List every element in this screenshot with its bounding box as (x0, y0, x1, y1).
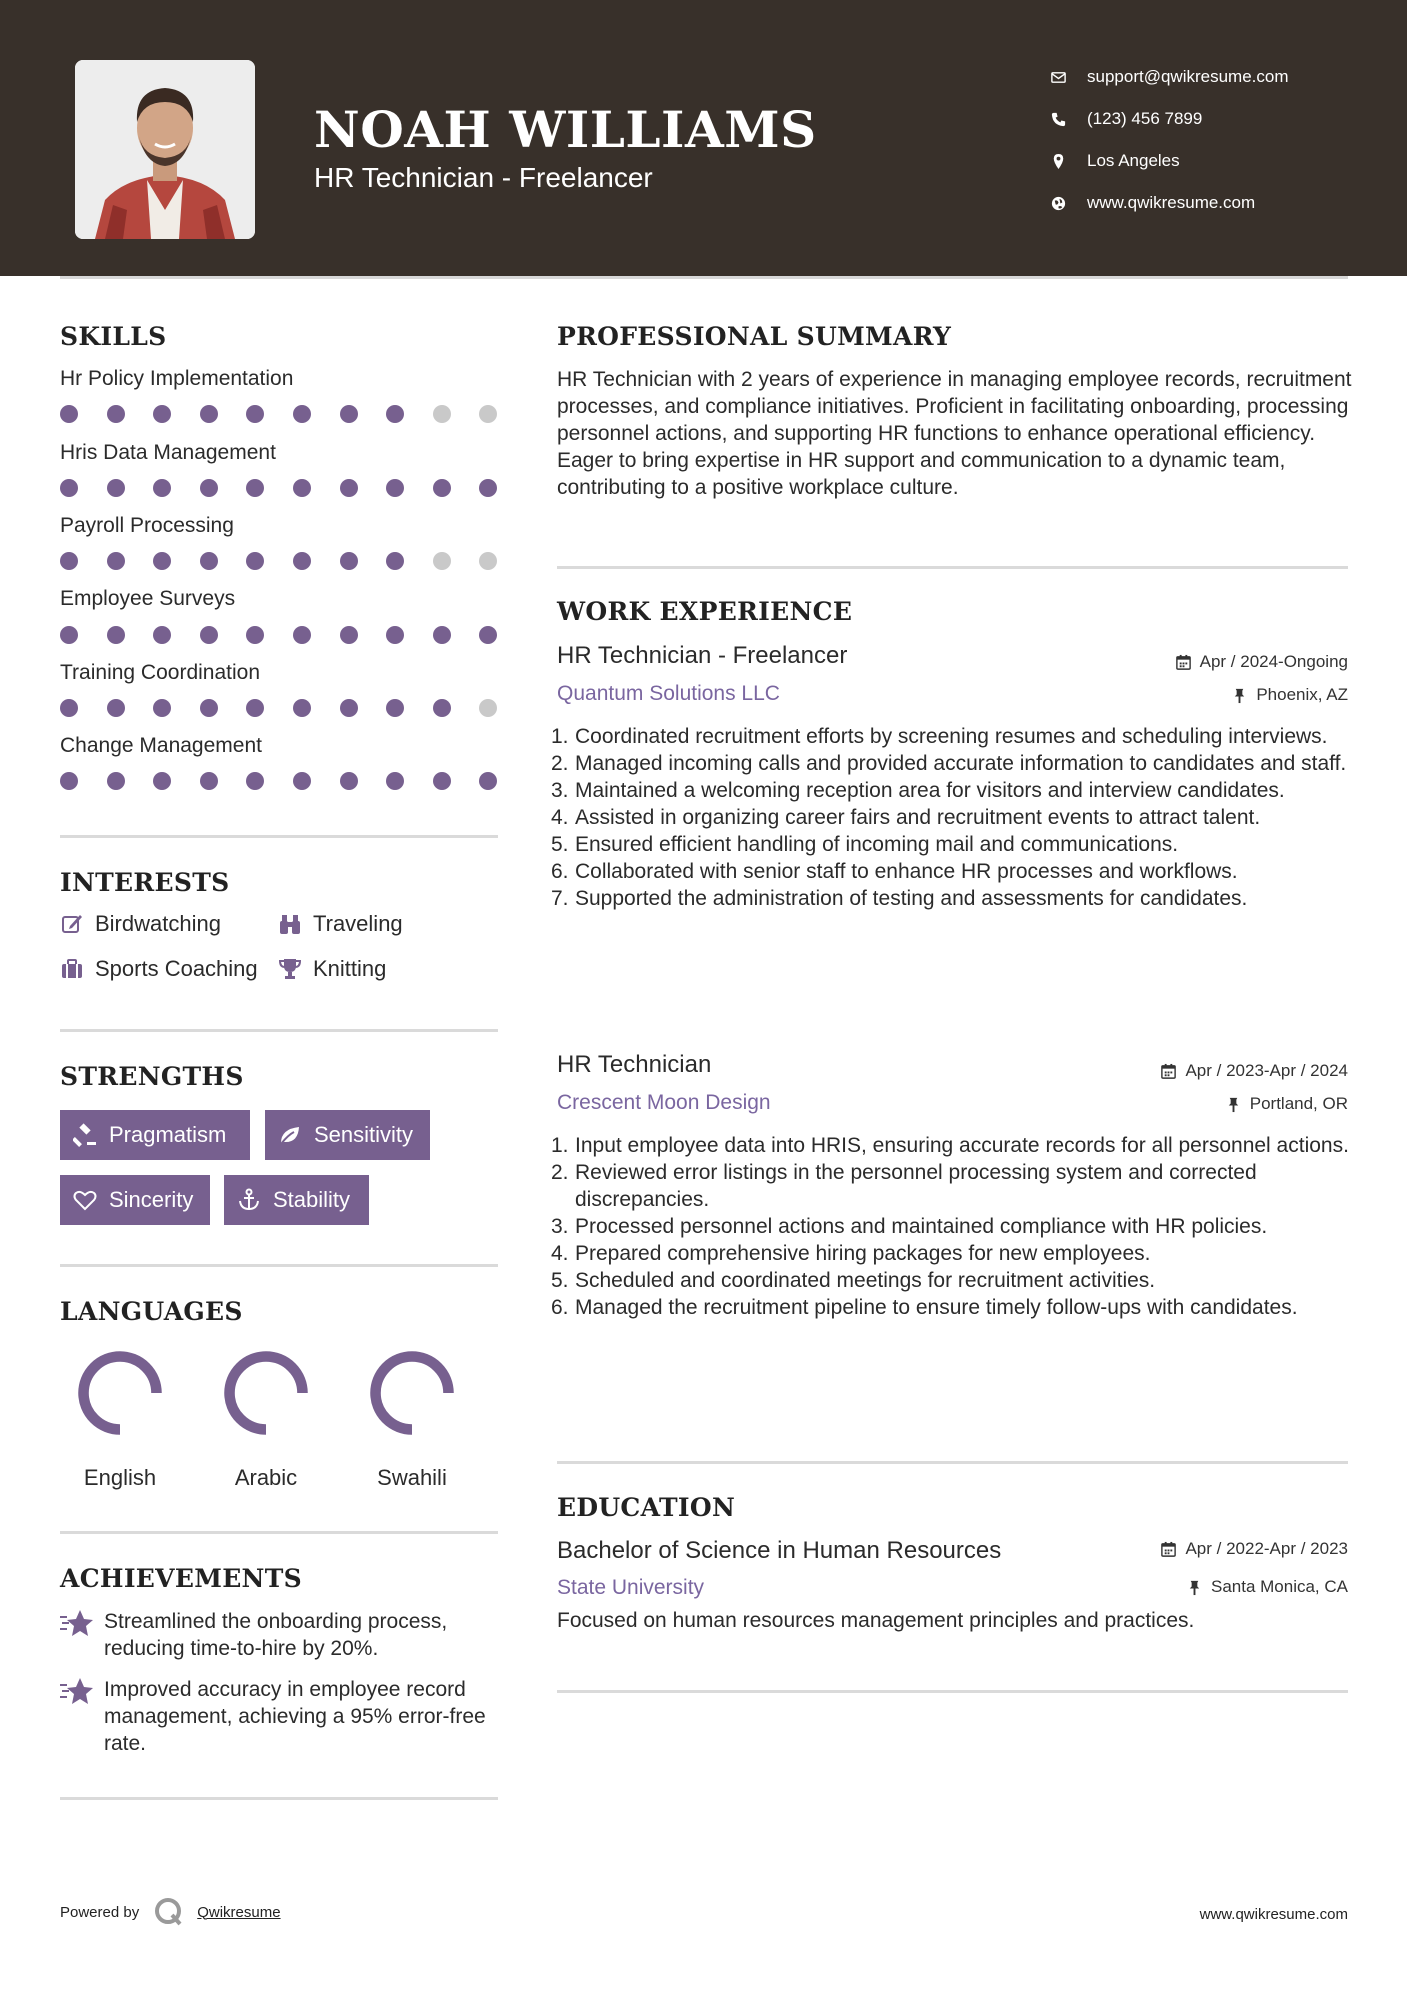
skill-dot-filled (479, 626, 497, 644)
suitcase-icon (60, 957, 84, 981)
skill-dot-filled (107, 699, 125, 717)
skill-dot-filled (200, 772, 218, 790)
qwikresume-logo-icon (153, 1896, 185, 1928)
responsibility-text: Coordinated recruitment efforts by screening resumes and scheduling interviews. (575, 725, 1328, 748)
job-location (1225, 1094, 1348, 1114)
contact-info (1050, 56, 1289, 224)
skill-dot-empty (433, 405, 451, 423)
education-location-text: Santa Monica, CA (1210, 1577, 1348, 1596)
skill-dot-filled (200, 699, 218, 717)
skill-dot-filled (246, 405, 264, 423)
list-number: 3. (551, 1215, 569, 1238)
footer-website[interactable]: www.qwikresume.com (1199, 1906, 1348, 1923)
pushpin-icon (1186, 1579, 1203, 1596)
skill-rating (60, 772, 498, 790)
job-dates (1160, 1061, 1348, 1081)
interest-item (60, 911, 221, 937)
skill-dot-filled (479, 772, 497, 790)
language-item (347, 1345, 477, 1491)
calendar-icon (1175, 654, 1192, 671)
job-title: HR Technician (557, 1051, 712, 1078)
language-ring (72, 1345, 168, 1441)
interest-label: Sports Coaching (95, 956, 258, 981)
skill-label: Change Management (60, 734, 262, 757)
responsibility-item (551, 804, 1357, 831)
contact-phone[interactable] (1050, 98, 1289, 140)
skill-dot-filled (60, 772, 78, 790)
skill-dot-filled (60, 405, 78, 423)
skill-dot-filled (60, 479, 78, 497)
interest-item (278, 956, 386, 982)
map-pin-icon (1050, 153, 1067, 170)
responsibility-text: Managed incoming calls and provided accurate information to candidates and staff. (575, 752, 1347, 775)
responsibility-text: Prepared comprehensive hiring packages for new employees. (575, 1242, 1151, 1265)
responsibility-text: Input employee data into HRIS, ensuring accurate records for all personnel actions. (575, 1134, 1349, 1157)
responsibility-text: Maintained a welcoming reception area for visitors and interview candidates. (575, 779, 1285, 802)
responsibility-item (551, 1132, 1357, 1159)
skill-dot-filled (433, 626, 451, 644)
section-divider (557, 566, 1348, 569)
achievements-heading: ACHIEVEMENTS (60, 1564, 302, 1593)
skill-dot-filled (107, 772, 125, 790)
responsibility-text: Managed the recruitment pipeline to ensure timely follow-ups with candidates. (575, 1296, 1298, 1319)
skill-label: Hris Data Management (60, 441, 276, 464)
skill-dot-filled (200, 405, 218, 423)
interest-label: Traveling (313, 911, 403, 936)
skill-dot-filled (340, 552, 358, 570)
strength-label: Pragmatism (109, 1122, 227, 1147)
skill-rating (60, 626, 498, 644)
language-label: Arabic (234, 1465, 298, 1490)
skill-label: Employee Surveys (60, 587, 236, 610)
contact-location (1050, 140, 1289, 182)
responsibility-text: Assisted in organizing career fairs and recruitment events to attract talent. (575, 806, 1261, 829)
strength-label: Sincerity (109, 1187, 194, 1212)
skill-dot-filled (153, 405, 171, 423)
job-location (1231, 685, 1348, 705)
strength-badge (60, 1175, 210, 1225)
skill-label: Hr Policy Implementation (60, 367, 294, 390)
phone-text: (123) 456 7899 (1087, 109, 1203, 128)
skill-dot-empty (479, 405, 497, 423)
skill-dot-filled (246, 552, 264, 570)
job-location-text: Portland, OR (1249, 1094, 1348, 1113)
profile-photo (75, 60, 255, 239)
skill-dot-filled (153, 626, 171, 644)
skill-dot-filled (386, 479, 404, 497)
skill-dot-filled (200, 626, 218, 644)
language-label: English (83, 1465, 157, 1490)
list-number: 2. (551, 752, 569, 775)
footer-powered-by (60, 1896, 281, 1928)
list-number: 2. (551, 1161, 569, 1184)
responsibility-item (551, 1159, 1357, 1213)
phone-icon (1050, 111, 1067, 128)
language-ring-arc (376, 1357, 449, 1430)
skill-dot-filled (433, 699, 451, 717)
skill-dot-filled (153, 699, 171, 717)
responsibility-item (551, 723, 1357, 750)
trophy-icon (278, 957, 302, 981)
calendar-icon (1160, 1063, 1177, 1080)
skill-dot-filled (386, 772, 404, 790)
skill-dot-filled (246, 626, 264, 644)
skill-dot-filled (246, 479, 264, 497)
skill-dot-filled (340, 699, 358, 717)
skill-dot-filled (153, 772, 171, 790)
skill-dot-filled (340, 405, 358, 423)
education-location (1186, 1577, 1348, 1597)
email-text: support@qwikresume.com (1087, 67, 1289, 86)
list-number: 4. (551, 1242, 569, 1265)
skill-dot-empty (479, 699, 497, 717)
anchor-icon (237, 1188, 261, 1212)
header-underline (60, 276, 1348, 279)
achievement-text: Improved accuracy in employee record management, achieving a 95% error-free rate. (104, 1678, 486, 1755)
skill-dot-filled (60, 552, 78, 570)
qwikresume-link[interactable]: Qwikresume (197, 1903, 281, 1921)
job-responsibilities (551, 723, 1357, 912)
school-name: State University (557, 1576, 705, 1599)
education-dates (1160, 1539, 1348, 1559)
interest-label: Birdwatching (95, 911, 221, 936)
skill-dot-filled (433, 772, 451, 790)
language-ring-arc (230, 1357, 303, 1430)
achievement-item (60, 1676, 504, 1757)
job-dates (1175, 652, 1348, 672)
powered-by-text: Powered by (60, 1903, 140, 1921)
skill-dot-filled (107, 405, 125, 423)
skill-dot-filled (340, 479, 358, 497)
edit-icon (60, 912, 84, 936)
skill-dot-filled (293, 772, 311, 790)
contact-website[interactable] (1050, 182, 1289, 224)
language-label: Swahili (377, 1465, 447, 1490)
responsibility-text: Scheduled and coordinated meetings for recruitment activities. (575, 1269, 1156, 1292)
job-dates-text: Apr / 2023-Apr / 2024 (1185, 1061, 1348, 1080)
website-text: www.qwikresume.com (1087, 193, 1256, 212)
list-number: 1. (551, 1134, 569, 1157)
star-icon (60, 1676, 94, 1706)
skill-dot-filled (200, 479, 218, 497)
skills-heading: SKILLS (60, 322, 167, 351)
job-location-text: Phoenix, AZ (1256, 685, 1348, 704)
skill-dot-filled (433, 479, 451, 497)
list-number: 5. (551, 833, 569, 856)
strength-label: Sensitivity (314, 1122, 414, 1147)
calendar-icon (1160, 1541, 1177, 1558)
skill-dot-empty (479, 552, 497, 570)
responsibility-item (551, 1240, 1357, 1267)
section-divider (60, 1531, 498, 1534)
contact-email[interactable] (1050, 56, 1289, 98)
experience-heading: WORK EXPERIENCE (557, 597, 853, 626)
skill-dot-filled (153, 552, 171, 570)
achievement-item (60, 1608, 504, 1662)
list-number: 3. (551, 779, 569, 802)
responsibility-text: Reviewed error listings in the personnel processing system and corrected discrepancies. (575, 1161, 1257, 1211)
interest-label: Knitting (313, 956, 387, 981)
candidate-name: NOAH WILLIAMS (314, 100, 817, 159)
skill-dot-filled (107, 479, 125, 497)
skill-dot-filled (293, 479, 311, 497)
pushpin-icon (1231, 687, 1248, 704)
responsibility-item (551, 831, 1357, 858)
skill-label: Training Coordination (60, 661, 261, 684)
strengths-heading: STRENGTHS (60, 1062, 244, 1091)
skill-rating (60, 405, 498, 423)
skill-dot-filled (340, 626, 358, 644)
section-divider (60, 1264, 498, 1267)
interests-heading: INTERESTS (60, 868, 230, 897)
responsibility-item (551, 885, 1357, 912)
skill-dot-filled (107, 552, 125, 570)
skill-dot-filled (386, 626, 404, 644)
language-ring-arc (84, 1357, 157, 1430)
binoculars-icon (278, 912, 302, 936)
skill-rating (60, 699, 498, 717)
responsibility-item (551, 1213, 1357, 1240)
company-name: Quantum Solutions LLC (557, 682, 780, 705)
degree-title: Bachelor of Science in Human Resources (557, 1537, 1002, 1564)
skill-label: Payroll Processing (60, 514, 234, 537)
strength-badge (60, 1110, 250, 1160)
language-item (201, 1345, 331, 1491)
responsibility-text: Supported the administration of testing and assessments for candidates. (575, 887, 1248, 910)
job-title: HR Technician - Freelancer (557, 642, 848, 669)
section-divider (557, 1461, 1348, 1464)
pushpin-icon (1225, 1096, 1242, 1113)
list-number: 7. (551, 887, 569, 910)
education-dates-text: Apr / 2022-Apr / 2023 (1185, 1539, 1348, 1558)
skill-dot-filled (293, 626, 311, 644)
responsibility-item (551, 777, 1357, 804)
list-number: 6. (551, 860, 569, 883)
responsibility-item (551, 858, 1357, 885)
summary-text: HR Technician with 2 years of experience in managing employee records, recruitment processes, and compliance initiatives. Proficient in facilitating onboarding, processing personnel actions, and supporting HR functions to enhance operational efficiency. Eager to bring expertise in HR support and communication to a dynamic team, contributing to a positive workplace culture. (557, 368, 1352, 499)
list-number: 1. (551, 725, 569, 748)
skill-dot-filled (200, 552, 218, 570)
envelope-icon (1050, 69, 1067, 86)
responsibility-text: Processed personnel actions and maintained compliance with HR policies. (575, 1215, 1268, 1238)
language-ring (364, 1345, 460, 1441)
section-divider (60, 835, 498, 838)
job-responsibilities (551, 1132, 1357, 1321)
location-text: Los Angeles (1087, 151, 1180, 170)
leaf-icon (278, 1123, 302, 1147)
strength-badge (265, 1110, 430, 1160)
skill-dot-filled (246, 772, 264, 790)
skill-dot-filled (246, 699, 264, 717)
skill-dot-filled (60, 626, 78, 644)
list-number: 6. (551, 1296, 569, 1319)
skill-dot-filled (386, 552, 404, 570)
languages-heading: LANGUAGES (60, 1297, 243, 1326)
skill-dot-filled (293, 405, 311, 423)
skill-dot-filled (386, 405, 404, 423)
star-icon (60, 1608, 94, 1638)
company-name: Crescent Moon Design (557, 1091, 771, 1114)
responsibility-item (551, 1267, 1357, 1294)
gavel-icon (73, 1123, 97, 1147)
list-number: 5. (551, 1269, 569, 1292)
list-number: 4. (551, 806, 569, 829)
responsibility-text: Ensured efficient handling of incoming mail and communications. (575, 833, 1179, 856)
language-item (55, 1345, 185, 1491)
skill-dot-filled (293, 699, 311, 717)
skill-dot-filled (340, 772, 358, 790)
candidate-title: HR Technician - Freelancer (314, 162, 653, 193)
skill-rating (60, 479, 498, 497)
skill-dot-filled (479, 479, 497, 497)
education-heading: EDUCATION (557, 1493, 736, 1522)
summary-heading: PROFESSIONAL SUMMARY (557, 322, 952, 351)
globe-icon (1050, 195, 1067, 212)
achievement-text: Streamlined the onboarding process, reducing time-to-hire by 20%. (104, 1610, 448, 1660)
skill-dot-filled (386, 699, 404, 717)
responsibility-text: Collaborated with senior staff to enhance HR processes and workflows. (575, 860, 1238, 883)
responsibility-item (551, 1294, 1357, 1321)
responsibility-item (551, 750, 1357, 777)
section-divider (60, 1029, 498, 1032)
skill-rating (60, 552, 498, 570)
skill-dot-filled (107, 626, 125, 644)
language-ring (218, 1345, 314, 1441)
section-divider (60, 1797, 498, 1800)
heart-icon (73, 1188, 97, 1212)
interest-item (278, 911, 403, 937)
section-divider (557, 1690, 1348, 1693)
interest-item (60, 956, 258, 982)
skill-dot-empty (433, 552, 451, 570)
resume-header (0, 0, 1407, 276)
skill-dot-filled (293, 552, 311, 570)
strength-label: Stability (273, 1187, 351, 1212)
education-description: Focused on human resources management principles and practices. (557, 1609, 1195, 1632)
job-dates-text: Apr / 2024-Ongoing (1199, 652, 1348, 671)
skill-dot-filled (60, 699, 78, 717)
strength-badge (224, 1175, 369, 1225)
skill-dot-filled (153, 479, 171, 497)
